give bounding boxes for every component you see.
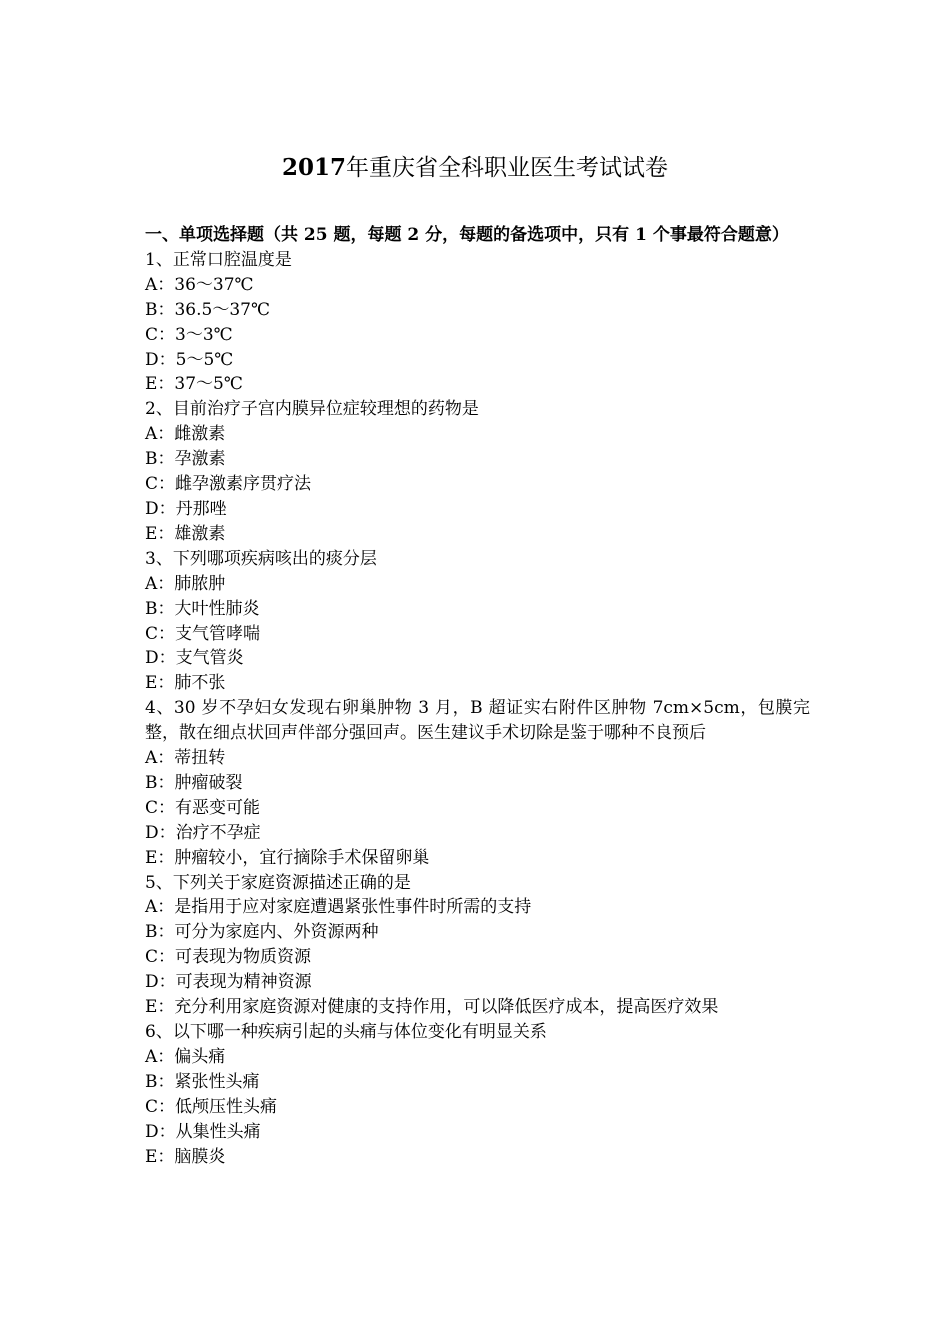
option-c: C：可表现为物质资源 xyxy=(145,947,312,968)
exam-content xyxy=(145,223,810,1169)
option-e: E：脑膜炎 xyxy=(145,1146,226,1167)
option-a: A：蒂扭转 xyxy=(145,748,226,769)
question-stem: 6、以下哪一种疾病引起的头痛与体位变化有明显关系 xyxy=(145,1022,547,1042)
question-6 xyxy=(145,1020,810,1169)
question-3 xyxy=(145,547,810,696)
option-e: E：充分利用家庭资源对健康的支持作用，可以降低医疗成本，提高医疗效果 xyxy=(145,997,719,1018)
option-e: E：雄激素 xyxy=(145,523,226,544)
option-b: B：36.5～37℃ xyxy=(145,299,270,320)
option-d: D：可表现为精神资源 xyxy=(145,972,312,993)
option-c: C：低颅压性头痛 xyxy=(145,1096,278,1117)
question-stem: 3、下列哪项疾病咳出的痰分层 xyxy=(145,548,377,569)
question-stem: 5、下列关于家庭资源描述正确的是 xyxy=(145,872,411,893)
option-e: E：37～5℃ xyxy=(145,374,243,395)
option-a: A：36～37℃ xyxy=(145,274,254,295)
option-c: C：支气管哮喘 xyxy=(145,623,261,644)
option-d: D：丹那唑 xyxy=(145,498,227,519)
option-e: E：肿瘤较小，宜行摘除手术保留卵巢 xyxy=(145,847,430,868)
option-a: A：肺脓肿 xyxy=(145,573,226,594)
option-b: B：孕激素 xyxy=(145,449,226,470)
question-2 xyxy=(145,397,810,546)
document-title xyxy=(0,152,950,184)
option-c: C：有恶变可能 xyxy=(145,797,261,818)
option-d: D：支气管炎 xyxy=(145,648,244,669)
question-5 xyxy=(145,871,810,1020)
option-c: C：雌孕激素序贯疗法 xyxy=(145,474,312,495)
option-a: A：雌激素 xyxy=(145,424,226,445)
question-stem: 4、30 岁不孕妇女发现右卵巢肿物 3 月，B 超证实右附件区肿物 7cm×5cm，包膜完整，散在细点状回声伴部分强回声。医生建议手术切除是鉴于哪种不良预后 xyxy=(145,698,810,744)
option-e: E：肺不张 xyxy=(145,673,226,694)
option-b: B：可分为家庭内、外资源两种 xyxy=(145,922,379,943)
option-a: A：是指用于应对家庭遭遇紧张性事件时所需的支持 xyxy=(145,897,532,918)
title-text: 年重庆省全科职业医生考试试卷 xyxy=(346,155,668,181)
option-c: C：3～3℃ xyxy=(145,324,233,345)
option-b: B：肿瘤破裂 xyxy=(145,772,243,793)
question-stem: 1、正常口腔温度是 xyxy=(145,249,292,270)
question-1 xyxy=(145,248,810,397)
option-d: D：5～5℃ xyxy=(145,349,234,370)
option-b: B：大叶性肺炎 xyxy=(145,598,260,619)
title-year: 2017 xyxy=(281,154,346,181)
option-a: A：偏头痛 xyxy=(145,1046,226,1067)
option-b: B：紧张性头痛 xyxy=(145,1071,260,1092)
question-4 xyxy=(145,696,810,870)
option-d: D：从集性头痛 xyxy=(145,1121,261,1142)
section-heading: 一、单项选择题（共 25 题，每题 2 分，每题的备选项中，只有 1 个事最符合题意） xyxy=(145,225,789,245)
option-d: D：治疗不孕症 xyxy=(145,822,261,843)
question-stem: 2、目前治疗子宫内膜异位症较理想的药物是 xyxy=(145,399,479,420)
